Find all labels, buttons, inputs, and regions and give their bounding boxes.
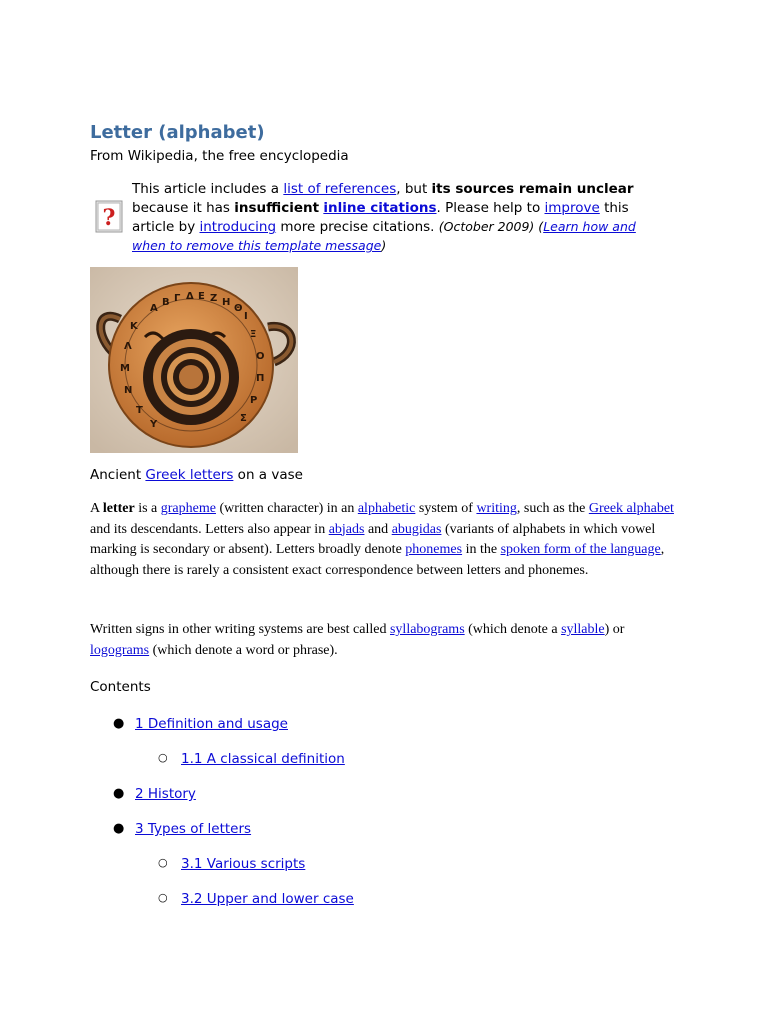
toc-bullet-icon: ● <box>113 716 125 731</box>
para-text: (variants of alphabets in which vowel marking is secondary or absent). Letters broadly denote <box>90 521 656 557</box>
para-text: (written character) in an <box>215 501 358 516</box>
para-text: (which denote a word or phrase). <box>149 642 338 658</box>
toc-item-various-scripts[interactable]: 3.1 Various scripts <box>181 856 306 872</box>
link-abjads[interactable]: abjads <box>328 521 365 537</box>
svg-text:Π: Π <box>256 373 265 384</box>
toc-item-upper-and-lower-case[interactable]: 3.2 Upper and lower case <box>181 891 354 907</box>
question-book-icon <box>94 198 124 234</box>
svg-text:H: H <box>222 297 231 308</box>
site-tagline: From Wikipedia, the free encyclopedia <box>90 148 349 164</box>
link-inline-citations[interactable]: inline citations <box>323 200 437 216</box>
figure-caption <box>90 467 303 483</box>
para-text: , such as the <box>516 501 589 516</box>
para-text: system of <box>415 501 477 516</box>
caption-text: on a vase <box>233 467 303 483</box>
notice-text: because it has <box>132 200 235 216</box>
caption-text: Ancient <box>90 467 146 483</box>
notice-paren: ( <box>534 219 544 234</box>
para-text: , although there is rarely a consistent exact correspondence between letters and phonemes. <box>90 542 665 578</box>
svg-text:T: T <box>136 405 143 416</box>
svg-text:I: I <box>244 311 248 322</box>
page-title: Letter (alphabet) <box>90 122 265 143</box>
para-text: is a <box>134 501 161 516</box>
citation-notice <box>132 180 652 256</box>
toc-subbullet-icon: ○ <box>158 751 168 764</box>
svg-text:Θ: Θ <box>234 303 243 314</box>
second-paragraph <box>90 620 675 661</box>
notice-text: this article by <box>132 200 629 235</box>
link-syllable[interactable]: syllable <box>561 622 605 637</box>
link-improve[interactable]: improve <box>544 200 600 216</box>
notice-bold: its sources remain unclear <box>431 181 634 197</box>
svg-text:E: E <box>198 291 205 302</box>
link-syllabograms[interactable]: syllabograms <box>389 622 465 637</box>
link-greek-letters[interactable]: Greek letters <box>145 467 234 483</box>
notice-bold: insufficient <box>234 200 320 216</box>
link-grapheme[interactable]: grapheme <box>160 501 216 516</box>
toc-item-classical-definition[interactable]: 1.1 A classical definition <box>181 751 345 767</box>
svg-text:O: O <box>256 351 265 362</box>
svg-text:?: ? <box>102 205 116 231</box>
toc-item-definition-and-usage[interactable]: 1 Definition and usage <box>135 716 288 732</box>
notice-text: more precise citations. <box>276 219 439 235</box>
toc-item-types-of-letters[interactable]: 3 Types of letters <box>135 821 252 837</box>
para-text: Written signs in other writing systems are best called <box>90 622 390 637</box>
link-spoken-form[interactable]: spoken form of the language <box>500 542 661 557</box>
notice-text: . Please help to <box>436 200 545 216</box>
svg-text:B: B <box>162 297 170 308</box>
toc-bullet-icon: ● <box>113 821 125 836</box>
link-learn-how-to-remove[interactable]: Learn how and when to remove this template message <box>132 219 636 253</box>
svg-text:Z: Z <box>210 293 218 304</box>
svg-text:Y: Y <box>150 419 158 430</box>
svg-text:Γ: Γ <box>174 293 181 304</box>
para-text: A <box>90 501 103 516</box>
svg-text:Δ: Δ <box>186 291 194 302</box>
svg-text:Ξ: Ξ <box>250 329 257 340</box>
svg-text:M: M <box>120 363 130 374</box>
para-text: (which denote a <box>464 622 562 637</box>
link-greek-alphabet[interactable]: Greek alphabet <box>588 501 674 516</box>
svg-text:K: K <box>130 321 138 332</box>
toc-subbullet-icon: ○ <box>158 891 168 904</box>
para-text: in the <box>462 542 501 557</box>
toc-item-history[interactable]: 2 History <box>135 786 196 802</box>
notice-text: , but <box>396 181 432 197</box>
link-logograms[interactable]: logograms <box>90 642 150 658</box>
link-phonemes[interactable]: phonemes <box>405 542 463 557</box>
link-introducing[interactable]: introducing <box>199 219 277 235</box>
para-text: ) or <box>604 622 625 637</box>
notice-paren: ) <box>381 238 387 253</box>
toc-subbullet-icon: ○ <box>158 856 168 869</box>
para-text: and its descendants. Letters also appear in <box>90 521 329 537</box>
link-writing[interactable]: writing <box>476 501 517 516</box>
para-text: and <box>364 521 392 537</box>
notice-date: (October 2009) <box>438 219 535 234</box>
svg-text:Σ: Σ <box>240 413 247 424</box>
link-list-of-references[interactable]: list of references <box>283 181 397 197</box>
svg-text:N: N <box>124 385 133 396</box>
para-bold: letter <box>102 501 135 516</box>
notice-text: This article includes a <box>132 181 284 197</box>
intro-paragraph <box>90 499 675 581</box>
svg-text:Λ: Λ <box>124 341 132 352</box>
link-abugidas[interactable]: abugidas <box>391 521 442 537</box>
greek-vase-image[interactable] <box>90 267 298 453</box>
toc-heading: Contents <box>90 679 151 695</box>
toc-bullet-icon: ● <box>113 786 125 801</box>
svg-text:A: A <box>150 303 158 314</box>
svg-text:P: P <box>250 395 258 406</box>
link-alphabetic[interactable]: alphabetic <box>357 501 416 516</box>
